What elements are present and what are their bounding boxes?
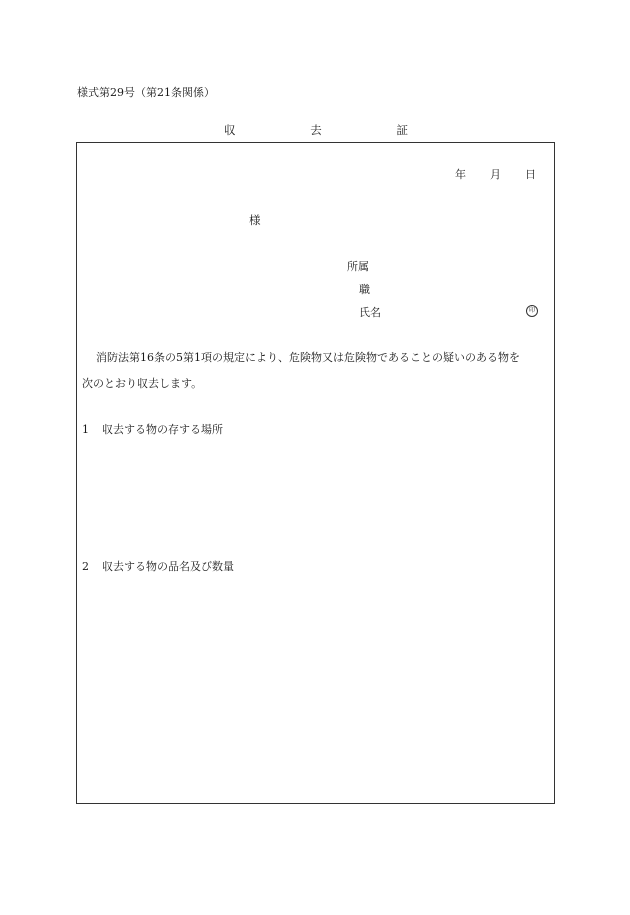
seal-mark: 印	[526, 305, 538, 317]
form-border-box	[76, 142, 555, 804]
title-char-2: 去	[310, 123, 322, 137]
document-title	[224, 122, 408, 138]
title-char-3: 証	[396, 123, 408, 137]
position-label: 職	[359, 283, 370, 296]
name-label: 氏名	[359, 306, 381, 319]
body-paragraph	[82, 345, 552, 397]
item-2	[82, 558, 234, 574]
date-year-label: 年	[455, 168, 466, 181]
title-char-1: 収	[224, 123, 236, 137]
addressee-suffix: 様	[249, 213, 261, 227]
body-line-2: 次のとおり収去します。	[82, 377, 203, 390]
item-2-label: 収去する物の品名及び数量	[102, 560, 234, 573]
item-1-number: 1	[82, 423, 89, 436]
item-1-label: 収去する物の存する場所	[102, 423, 223, 436]
item-2-number: 2	[82, 560, 89, 573]
affiliation-label: 所属	[347, 260, 369, 273]
date-day-label: 日	[525, 168, 536, 181]
date-month-label: 月	[490, 168, 501, 181]
item-1	[82, 421, 223, 437]
form-number: 様式第29号（第21条関係）	[77, 86, 215, 99]
date-line	[455, 166, 536, 182]
body-line-1: 消防法第16条の5第1項の規定により、危険物又は危険物であることの疑いのある物を	[96, 351, 520, 364]
